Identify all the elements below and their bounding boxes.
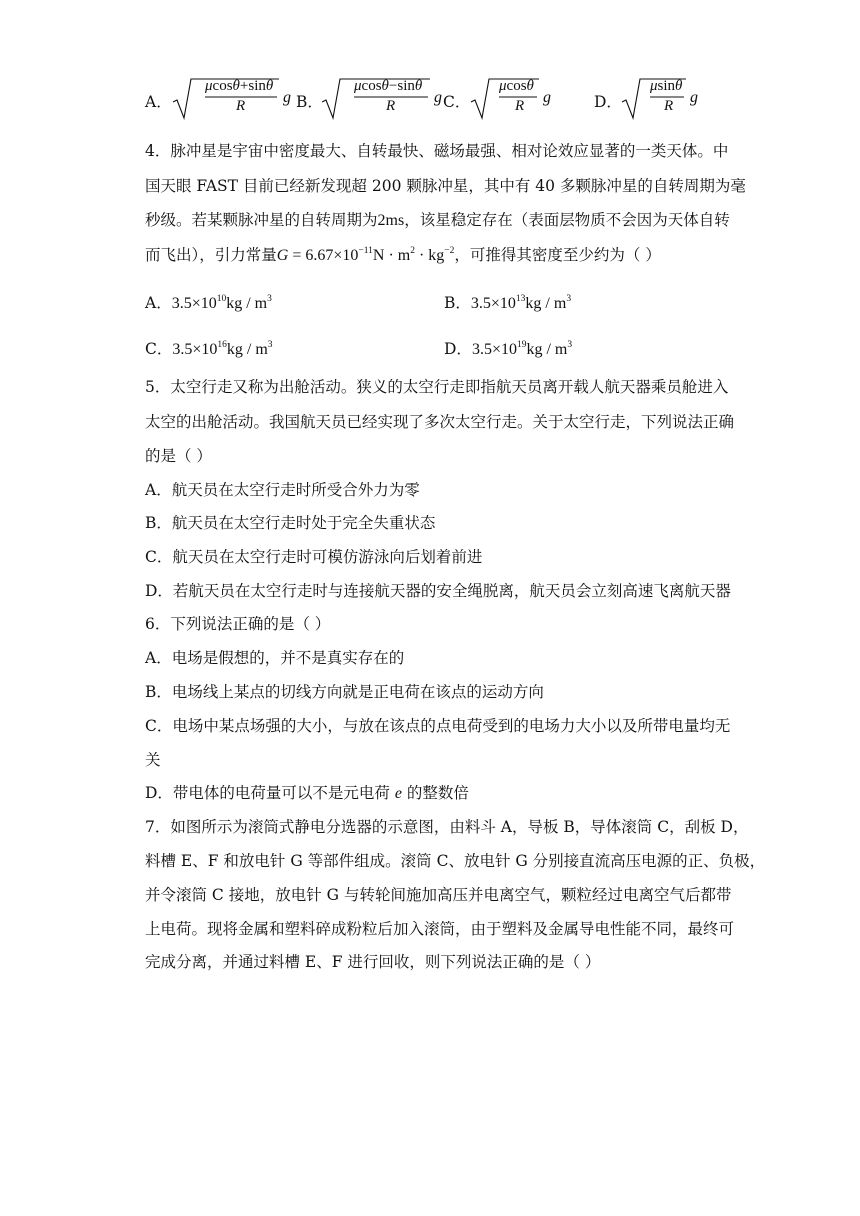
q4-option-d[interactable]: D．$3.5\times 10^{19}kg / m^3$ (444, 340, 573, 358)
q7-stem-line: 完成分离，并通过料槽 E、F 进行回收，则下列说法正确的是（ ） (145, 953, 601, 971)
gravity-symbol: g (434, 89, 442, 106)
q4-option-c[interactable]: C．$3.5\times 10^{16}kg / m^3$ (145, 340, 273, 358)
q5-stem-line: 的是（ ） (145, 447, 212, 465)
q5-stem-line: 太空的出舱活动。我国航天员已经实现了多次太空行走。关于太空行走，下列说法正确 (145, 413, 735, 431)
q7-stem-line: 7．如图所示为滚筒式静电分选器的示意图，由料斗 A，导板 B，导体滚筒 C，刮板 D， (145, 818, 749, 836)
fraction-numerator: μcosθ−sinθ (354, 78, 423, 94)
q4-option-b[interactable]: B．$3.5\times 10^{13}kg / m^3$ (444, 294, 572, 312)
q6-option-d[interactable]: D．带电体的电荷量可以不是元电荷 e 的整数倍 (145, 784, 469, 802)
option-label: B． (296, 93, 323, 111)
fraction-numerator: μcosθ+sinθ (205, 78, 274, 94)
q5-stem-line: 5．太空行走又称为出舱活动。狭义的太空行走即指航天员离开载人航天器乘员舱进入 (145, 378, 729, 396)
gravitational-constant: $G = 6.67\times 10^{-11}N \cdot m^2 \cdot kg^{-2}$ (276, 246, 455, 264)
fraction-denominator: R (236, 98, 246, 114)
q4-stem-line: 国天眼 FAST 目前已经新发现超 200 颗脉冲星，其中有 40 多颗脉冲星的自转周期为毫 (145, 177, 746, 195)
q6-option-b[interactable]: B．电场线上某点的切线方向就是正电荷在该点的运动方向 (145, 683, 544, 701)
q7-stem-line: 并令滚筒 C 接地，放电针 G 与转轮间施加高压并电离空气，颗粒经过电离空气后都带 (145, 886, 732, 904)
fraction-denominator: R (386, 98, 396, 114)
option-label: D． (594, 93, 622, 111)
q4-option-a[interactable]: A．$3.5\times 10^{10}kg / m^3$ (145, 294, 272, 312)
q6-option-a[interactable]: A．电场是假想的，并不是真实存在的 (145, 649, 405, 667)
q4-stem-line: 秒级。若某颗脉冲星的自转周期为2ms，该星稳定存在（表面层物质不会因为天体自转 (145, 211, 730, 229)
rotation-period: 2ms (377, 212, 405, 229)
q4-stem-line: 4．脉冲星是宇宙中密度最大、自转最快、磁场最强、相对论效应显著的一类天体。中 (145, 142, 729, 160)
gravity-symbol: g (543, 89, 551, 106)
q5-option-c[interactable]: C．航天员在太空行走时可模仿游泳向后划着前进 (145, 548, 483, 566)
gravity-symbol: g (690, 89, 698, 106)
q4-stem-line: 而飞出），引力常量$G = 6.67\times 10^{-11}N \cdot m^2 \cdot kg^{-2}$，可推得其密度至少约为（ ） (145, 246, 661, 264)
q7-stem-line: 料槽 E、F 和放电针 G 等部件组成。滚筒 C、放电针 G 分别接直流高压电源的正、负极， (145, 852, 766, 870)
fraction-denominator: R (515, 98, 525, 114)
q5-option-d[interactable]: D．若航天员在太空行走时与连接航天器的安全绳脱离，航天员会立刻高速飞离航天器 (145, 582, 731, 600)
fraction-numerator: μsinθ (650, 78, 683, 94)
q7-stem-line: 上电荷。现将金属和塑料碎成粉粒后加入滚筒，由于塑料及金属导电性能不同，最终可 (145, 920, 735, 938)
fraction-denominator: R (664, 98, 674, 114)
option-label: C． (443, 93, 471, 111)
gravity-symbol: g (283, 89, 291, 106)
q6-option-c-continued[interactable]: 关 (145, 751, 161, 769)
q5-option-b[interactable]: B．航天员在太空行走时处于完全失重状态 (145, 514, 436, 532)
q6-option-c[interactable]: C．电场中某点场强的大小，与放在该点的点电荷受到的电场力大小以及所带电量均无 (145, 717, 731, 735)
q6-stem: 6．下列说法正确的是（ ） (145, 615, 331, 633)
q5-option-a[interactable]: A．航天员在太空行走时所受合外力为零 (145, 481, 420, 499)
fraction-numerator: μcosθ (499, 78, 534, 94)
option-label: A． (145, 93, 172, 111)
q3-options (145, 76, 705, 120)
